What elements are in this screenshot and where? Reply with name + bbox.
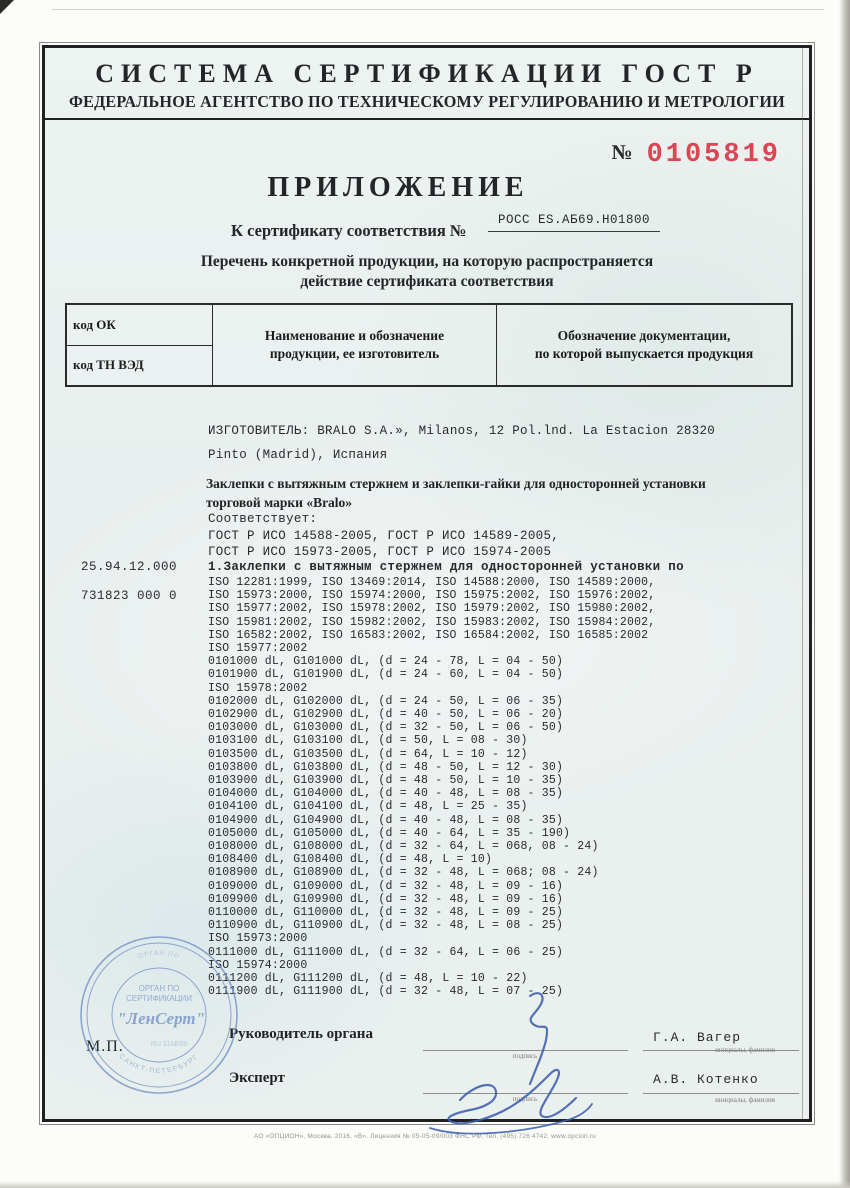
ink-signatures <box>400 988 650 1168</box>
stamp-ring-text: САНКТ-ПЕТЕРБУРГ <box>117 1053 201 1076</box>
head-name: Г.А. Вагер <box>653 1030 742 1045</box>
product-description: Заклепки с вытяжным стержнем и заклепки-гайки для односторонней установки торговой марки «Bralo» <box>206 476 706 510</box>
svg-text:САНКТ-ПЕТЕРБУРГ <box>118 1053 201 1075</box>
certification-stamp <box>77 933 241 1097</box>
masthead <box>45 48 809 120</box>
federal-agency-title: ФЕДЕРАЛЬНОЕ АГЕНТСТВО ПО ТЕХНИЧЕСКОМУ РЕГУЛИРОВАНИЮ И МЕТРОЛОГИИ <box>69 92 785 111</box>
number-sign: № <box>611 140 633 164</box>
products-table-header <box>65 303 793 387</box>
stamp-center-line2: СЕРТИФИКАЦИИ <box>126 994 192 1003</box>
certification-system-title: СИСТЕМА СЕРТИФИКАЦИИ ГОСТ Р <box>95 59 759 88</box>
stamp-ring-top-text: ОРГАН ПО <box>137 949 181 961</box>
expert-name-line <box>643 1074 799 1094</box>
certificate-frame <box>42 45 812 1122</box>
head-signature-scribble <box>530 993 547 1084</box>
print-house-footnote: АО «ОПЦИОН», Москва, 2016, «В». Лицензия № 05-05-09/003 ФНС РФ, тел. (495) 726 4742, www.opcion.ru <box>253 1133 597 1140</box>
head-signature-sublabel: подпись <box>512 1052 538 1060</box>
expert-name-sublabel: инициалы, фамилия <box>715 1096 775 1104</box>
scan-right-shadow <box>839 0 850 1188</box>
stamp-seal <box>77 933 241 1097</box>
codes-column <box>67 305 213 385</box>
code-tnved-value: 731823 000 0 <box>81 589 178 603</box>
documentation-header: Обозначение документации, по которой выпускается продукция <box>534 328 754 361</box>
appendix-title: ПРИЛОЖЕНИЕ <box>267 172 529 203</box>
scan-bottom-shadow <box>0 1181 850 1188</box>
product-name-header: Наименование и обозначение продукции, ее изготовитель <box>264 328 445 361</box>
code-tnved-header: код ТН ВЭД <box>73 357 144 373</box>
iso-standards-list: ISO 12281:1999, ISO 13469:2014, ISO 14588:2000, ISO 14589:2000, ISO 15973:2000, ISO 15974:2000, ISO 15975:2002, ISO 15976:2002, ISO 15977:2002, ISO 15978:2002, ISO 15979:2002, ISO 15980:2002, ISO 15981:2002, ISO 15982:2002, ISO 15983:2002, ISO 15984:2002, ISO 16582:2002, ISO 16583:2002, ISO 16584:2002, ISO 16585:2002 <box>208 576 656 642</box>
head-name-sublabel: инициалы, фамилия <box>715 1046 775 1054</box>
stamp-center-line1: ОРГАН ПО <box>138 984 180 993</box>
code-ok-header: код ОК <box>67 305 212 346</box>
stamp-reg-number: RU.11АБ69 <box>150 1041 188 1048</box>
conformity-block: Соответствует: ГОСТ Р ИСО 14588-2005, ГОСТ Р ИСО 14589-2005, ГОСТ Р ИСО 15973-2005, ГОСТ Р ИСО 15974-2005 <box>208 512 560 560</box>
blank-number-value: 0105819 <box>646 140 781 170</box>
scan-edge-line <box>52 9 824 10</box>
product-name-column <box>213 305 497 385</box>
item1-heading: 1.Заклепки с вытяжным стержнем для односторонней установки по <box>208 560 684 574</box>
scan-corner-mark <box>0 0 14 14</box>
product-spec-list: ISO 15977:2002 0101000 dL, G101000 dL, (d = 24 - 78, L = 04 - 50) 0101900 dL, G101900 dL, (d = 24 - 60, L = 04 - 50) ISO 15978:2002 0102000 dL, G102000 dL, (d = 24 - 50, L = 06 - 35) 0102900 dL, G102900 dL, (d = 40 - 50, L = 06 - 20) 0103000 dL, G103000 dL, (d = 32 - 50, L = 06 - 50) 0103100 dL, G103100 dL, (d = 50, L = 08 - 30) 0103500 dL, G103500 dL, (d = 64, L = 10 - 12) 0103800 dL, G103800 dL, (d = 48 - 50, L = 12 - 30) 0103900 dL, G103900 dL, (d = 48 - 50, L = 10 - 35) 0104000 dL, G104000 dL, (d = 40 - 48, L = 08 - 35) 0104100 dL, G104100 dL, (d = 48, L = 25 - 35) 0104900 dL, G104900 dL, (d = 40 - 48, L = 08 - 35) 0105000 dL, G105000 dL, (d = 40 - 64, L = 35 - 190) 0108000 dL, G108000 dL, (d = 32 - 64, L = 068, 08 - 24) 0108400 dL, G108400 dL, (d = 48, L = 10) 0108900 dL, G108900 dL, (d = 32 - 48, L = 068; 08 - 24) 0109000 dL, G109000 dL, (d = 32 - 48, L = 09 - 16) 0109900 dL, G109900 dL, (d = 32 - 48, L = 09 - 16) 0110000 dL, G110000 dL, (d = 32 - 48, L = 09 - 25) 0110900 dL, G110900 dL, (d = 32 - 48, L = 08 - 25) ISO 15973:2000 0111000 dL, G111000 dL, (d = 32 - 64, L = 06 - 25) ISO 15974:2000 0111200 dL, G111200 dL, (d = 48, L = 10 - 22) 0111900 dL, G111900 dL, (d = 32 - 48, L = 07 - 25) <box>208 642 599 999</box>
stamp-org-name: "ЛенСерт" <box>116 1009 206 1028</box>
list-heading <box>45 252 809 292</box>
code-ok-value: 25.94.12.000 <box>81 560 178 574</box>
expert-name: А.В. Котенко <box>653 1072 759 1087</box>
head-of-body-role: Руководитель органа <box>229 1026 373 1042</box>
list-heading-line1: Перечень конкретной продукции, на которую распространяется <box>200 253 654 270</box>
mp-label: М.П. <box>86 1038 124 1055</box>
expert-signature-tail <box>430 1104 592 1134</box>
documentation-column <box>497 305 791 385</box>
certificate-number: РОСС ES.АБ69.Н01800 <box>488 213 660 232</box>
svg-text:ОРГАН ПО <box>137 950 180 960</box>
certificate-reference-label: К сертификату соответствия № <box>231 221 467 240</box>
expert-role: Эксперт <box>229 1070 285 1086</box>
manufacturer-block: ИЗГОТОВИТЕЛЬ: BRALO S.A.», Milanos, 12 Pol.lnd. La Estacion 28320 Pinto (Madrid), Испания <box>208 424 716 462</box>
expert-signature-scribble <box>448 1070 576 1123</box>
blank-number <box>611 140 781 170</box>
list-heading-line2: действие сертификата соответствия <box>300 273 554 290</box>
certificate-reference <box>45 213 809 247</box>
expert-signature-sublabel: подпись <box>512 1095 538 1103</box>
